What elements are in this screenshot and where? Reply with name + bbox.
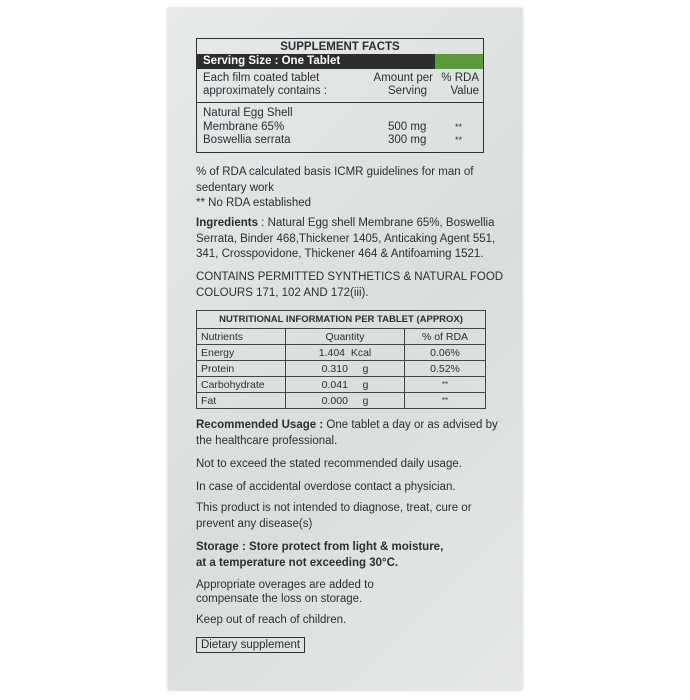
supplement-name: Membrane 65% xyxy=(203,120,285,133)
supplement-row xyxy=(203,121,479,135)
nutrition-title: NUTRITIONAL INFORMATION PER TABLET (APPROX) xyxy=(197,311,485,329)
nutrition-row xyxy=(197,345,485,361)
no-rda-note: ** No RDA established xyxy=(196,197,312,209)
nutrition-row xyxy=(197,361,485,377)
nutrition-header-row xyxy=(197,329,485,345)
serving-size: Serving Size : One Tablet xyxy=(197,54,435,69)
disclaimer: This product is not intended to diagnose, treat, cure or prevent any disease(s) xyxy=(196,502,472,530)
nutrient-rda: ** xyxy=(405,377,486,393)
nutrient-quantity xyxy=(286,377,405,393)
storage-line2: at a temperature not exceeding 30°C. xyxy=(196,556,399,569)
supplement-amount xyxy=(373,107,438,121)
supplement-rda xyxy=(438,107,479,121)
nutrient-rda: 0.52% xyxy=(405,361,486,377)
supplement-facts-box xyxy=(196,38,484,153)
ingredients-text: : Natural Egg shell Membrane 65%, Boswellia Serrata, Binder 468,Thickener 1405, Anticaking Agent 551, 341, Crosspovidone, Thickener 464 & Antifoaming 1521. xyxy=(196,217,496,260)
header-contents xyxy=(203,72,363,98)
storage xyxy=(196,540,511,571)
nutrition-header-quantity: Quantity xyxy=(286,329,405,345)
nutrition-row xyxy=(197,393,485,409)
header-contents-line2: approximately contains : xyxy=(203,85,328,97)
header-amount-line1: Amount per xyxy=(373,72,433,84)
not-exceed-note: Not to exceed the stated recommended daily usage. xyxy=(196,458,462,470)
nutrient-qty-unit: g xyxy=(362,394,369,407)
nutrition-row xyxy=(197,377,485,393)
supplement-facts-rows xyxy=(197,103,483,152)
supplement-facts-title: SUPPLEMENT FACTS xyxy=(280,41,400,53)
nutrient-rda: ** xyxy=(405,393,486,409)
serving-size-bar xyxy=(197,54,483,69)
keep-out-note: Keep out of reach of children. xyxy=(196,614,347,626)
supplement-amount: 300 mg xyxy=(388,134,427,146)
nutrient-qty-value: 0.041 xyxy=(321,378,348,391)
nutrient-name: Energy xyxy=(197,345,286,361)
rda-note xyxy=(196,165,511,212)
supplement-rda: ** xyxy=(454,135,462,145)
header-rda-line1: % RDA xyxy=(441,72,479,84)
nutrition-table xyxy=(196,310,486,409)
nutrient-quantity xyxy=(286,345,405,361)
overages-line1: Appropriate overages are added to xyxy=(196,579,374,591)
header-rda-line2: Value xyxy=(450,85,479,97)
nutrient-qty-unit: g xyxy=(362,362,369,375)
recommended-usage xyxy=(196,418,506,449)
supplement-amount: 500 mg xyxy=(388,120,427,133)
contains-colours: CONTAINS PERMITTED SYNTHETICS & NATURAL FOOD COLOURS 171, 102 AND 172(iii). xyxy=(196,271,504,299)
dietary-supplement-badge: Dietary supplement xyxy=(196,637,305,653)
supplement-name: Natural Egg Shell xyxy=(203,107,293,119)
ingredients xyxy=(196,216,508,263)
overdose-note: In case of accidental overdose contact a physician. xyxy=(196,481,456,493)
storage-line1: Storage : Store protect from light & moisture, xyxy=(196,541,444,553)
header-contents-line1: Each film coated tablet xyxy=(203,72,320,84)
overages-note xyxy=(196,578,511,606)
usage-text: One tablet a day or as advised by the healthcare professional. xyxy=(196,419,498,447)
supplement-row xyxy=(203,107,479,121)
supplement-facts xyxy=(196,38,484,153)
header-rda xyxy=(433,72,479,98)
nutrient-quantity xyxy=(286,361,405,377)
nutrient-name: Protein xyxy=(197,361,286,377)
supplement-row xyxy=(203,134,479,148)
usage-label: Recommended Usage : xyxy=(196,419,324,431)
supplement-rda: ** xyxy=(454,121,462,132)
nutrient-qty-value: 0.310 xyxy=(321,362,348,375)
supplement-name: Boswellia serrata xyxy=(203,134,291,146)
nutrient-qty-value: 0.000 xyxy=(321,394,348,407)
green-accent-bar xyxy=(435,54,483,69)
nutrient-quantity xyxy=(286,393,405,409)
rda-note-line1: % of RDA calculated basis ICMR guidelines for man of xyxy=(196,166,474,178)
nutrient-qty-unit: g xyxy=(362,378,369,391)
header-amount-line2: Serving xyxy=(388,85,427,97)
nutrition-header-rda: % of RDA xyxy=(405,329,486,345)
header-amount xyxy=(363,72,433,98)
rda-note-line2: sedentary work xyxy=(196,181,274,194)
nutrient-name: Fat xyxy=(197,393,286,409)
nutrient-qty-value: 1.404 xyxy=(318,346,345,359)
nutrient-name: Carbohydrate xyxy=(197,377,286,393)
nutrient-qty-unit: Kcal xyxy=(350,346,372,359)
supplement-facts-header xyxy=(197,69,483,103)
nutrition-header-nutrients: Nutrients xyxy=(201,330,244,343)
nutrient-rda: 0.06% xyxy=(405,345,486,361)
nutrition-grid xyxy=(197,329,485,408)
overages-line2: compensate the loss on storage. xyxy=(196,593,363,605)
ingredients-label: Ingredients xyxy=(196,217,258,229)
